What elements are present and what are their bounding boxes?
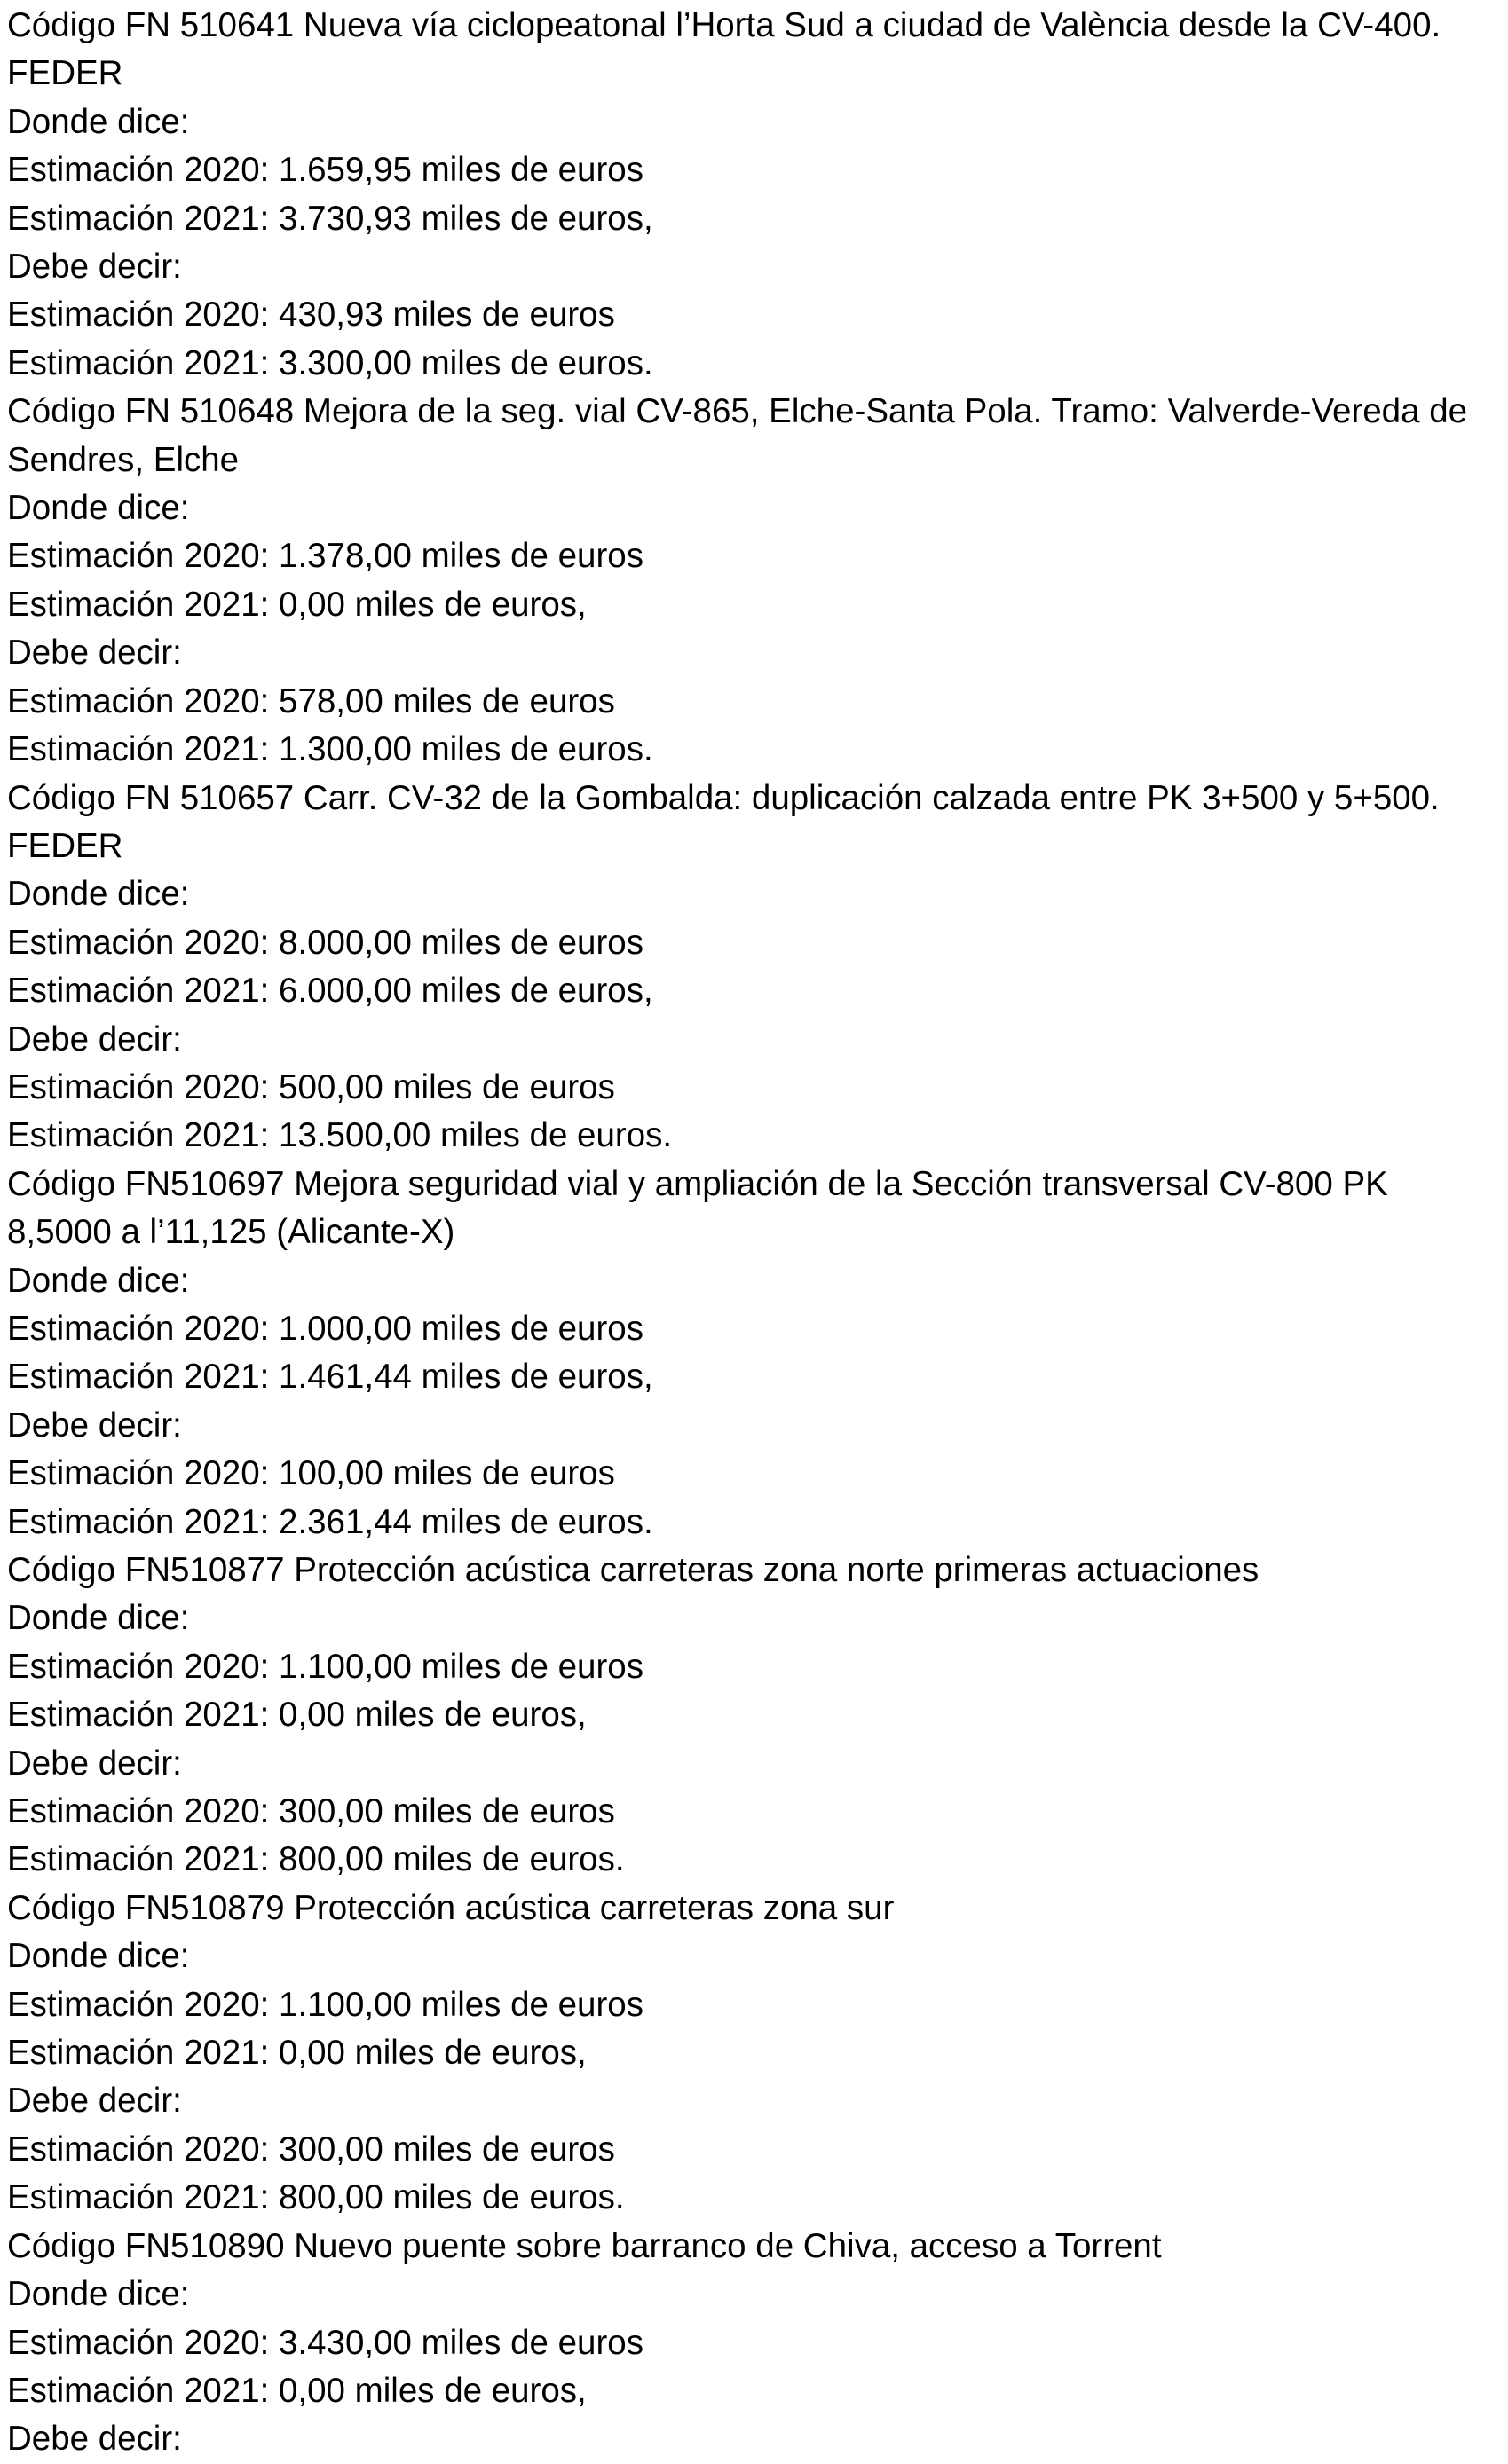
text-line: Estimación 2020: 1.100,00 miles de euros [7,1647,643,1686]
document-body [7,2,1503,2464]
text-line: Donde dice: [7,1599,190,1638]
text-line: Donde dice: [7,489,190,528]
text-line: Donde dice: [7,2275,190,2314]
text-line: Estimación 2021: 3.300,00 miles de euros. [7,343,653,382]
text-line: Donde dice: [7,1937,190,1976]
text-line: Estimación 2021: 0,00 miles de euros, [7,1696,587,1735]
text-line: Estimación 2020: 578,00 miles de euros [7,681,615,720]
text-line: Debe decir: [7,1019,182,1059]
text-line: FEDER [7,826,123,865]
text-line: Estimación 2021: 0,00 miles de euros, [7,2034,587,2073]
text-line: Estimación 2020: 1.659,95 miles de euros [7,151,643,190]
text-line: Donde dice: [7,875,190,914]
text-line: Estimación 2020: 300,00 miles de euros [7,2129,615,2169]
text-line: Estimación 2021: 3.730,93 miles de euros, [7,199,653,238]
text-line: Estimación 2020: 100,00 miles de euros [7,1454,615,1493]
text-line: Estimación 2020: 430,93 miles de euros [7,295,615,335]
text-line: Estimación 2021: 1.461,44 miles de euros, [7,1358,653,1397]
text-line: Donde dice: [7,102,190,141]
text-line: Debe decir: [7,248,182,287]
text-line: Estimación 2020: 3.430,00 miles de euros [7,2323,643,2362]
text-line: Sendres, Elche [7,440,240,479]
text-line: Donde dice: [7,1261,190,1300]
text-line: Código FN510879 Protección acústica carreteras zona sur [7,1888,895,1927]
text-line: Estimación 2020: 500,00 miles de euros [7,1067,615,1106]
text-line: Código FN510877 Protección acústica carreteras zona norte primeras actuaciones [7,1551,1259,1589]
text-line: Estimación 2021: 13.500,00 miles de euros. [7,1116,673,1155]
text-line: Debe decir: [7,1405,182,1445]
text-line: Estimación 2021: 6.000,00 miles de euros, [7,972,653,1011]
text-line: Estimación 2020: 1.100,00 miles de euros [7,1985,643,2024]
text-line: 8,5000 a l’11,125 (Alicante-X) [7,1213,455,1252]
text-line: FEDER [7,54,123,93]
text-line: Código FN510890 Nuevo puente sobre barranco de Chiva, acceso a Torrent [7,2226,1162,2265]
text-line: Estimación 2021: 0,00 miles de euros, [7,2371,587,2410]
text-line: Código FN 510641 Nueva vía ciclopeatonal l’Horta Sud a ciudad de València desde la CV-400. [7,6,1441,44]
text-line: Estimación 2020: 8.000,00 miles de euros [7,923,643,962]
text-line: Estimación 2020: 300,00 miles de euros [7,1792,615,1831]
text-line: Estimación 2020: 1.000,00 miles de euros [7,1309,643,1348]
text-line: Código FN 510648 Mejora de la seg. vial CV-865, Elche-Santa Pola. Tramo: Valverde-Vereda de [7,392,1468,431]
text-line: Estimación 2021: 1.300,00 miles de euros. [7,730,653,769]
text-line: Debe decir: [7,2082,182,2121]
text-line: Estimación 2020: 1.378,00 miles de euros [7,537,643,576]
text-line: Código FN510697 Mejora seguridad vial y ampliación de la Sección transversal CV-800 PK [7,1164,1388,1203]
text-line: Estimación 2021: 2.361,44 miles de euros. [7,1502,653,1541]
text-line: Estimación 2021: 0,00 miles de euros, [7,585,587,624]
text-line: Debe decir: [7,1744,182,1783]
text-line: Código FN 510657 Carr. CV-32 de la Gombalda: duplicación calzada entre PK 3+500 y 5+500. [7,778,1440,817]
text-line: Estimación 2021: 800,00 miles de euros. [7,1840,625,1879]
text-line: Estimación 2021: 800,00 miles de euros. [7,2178,625,2217]
text-line: Debe decir: [7,634,182,673]
text-line: Debe decir: [7,2420,182,2459]
